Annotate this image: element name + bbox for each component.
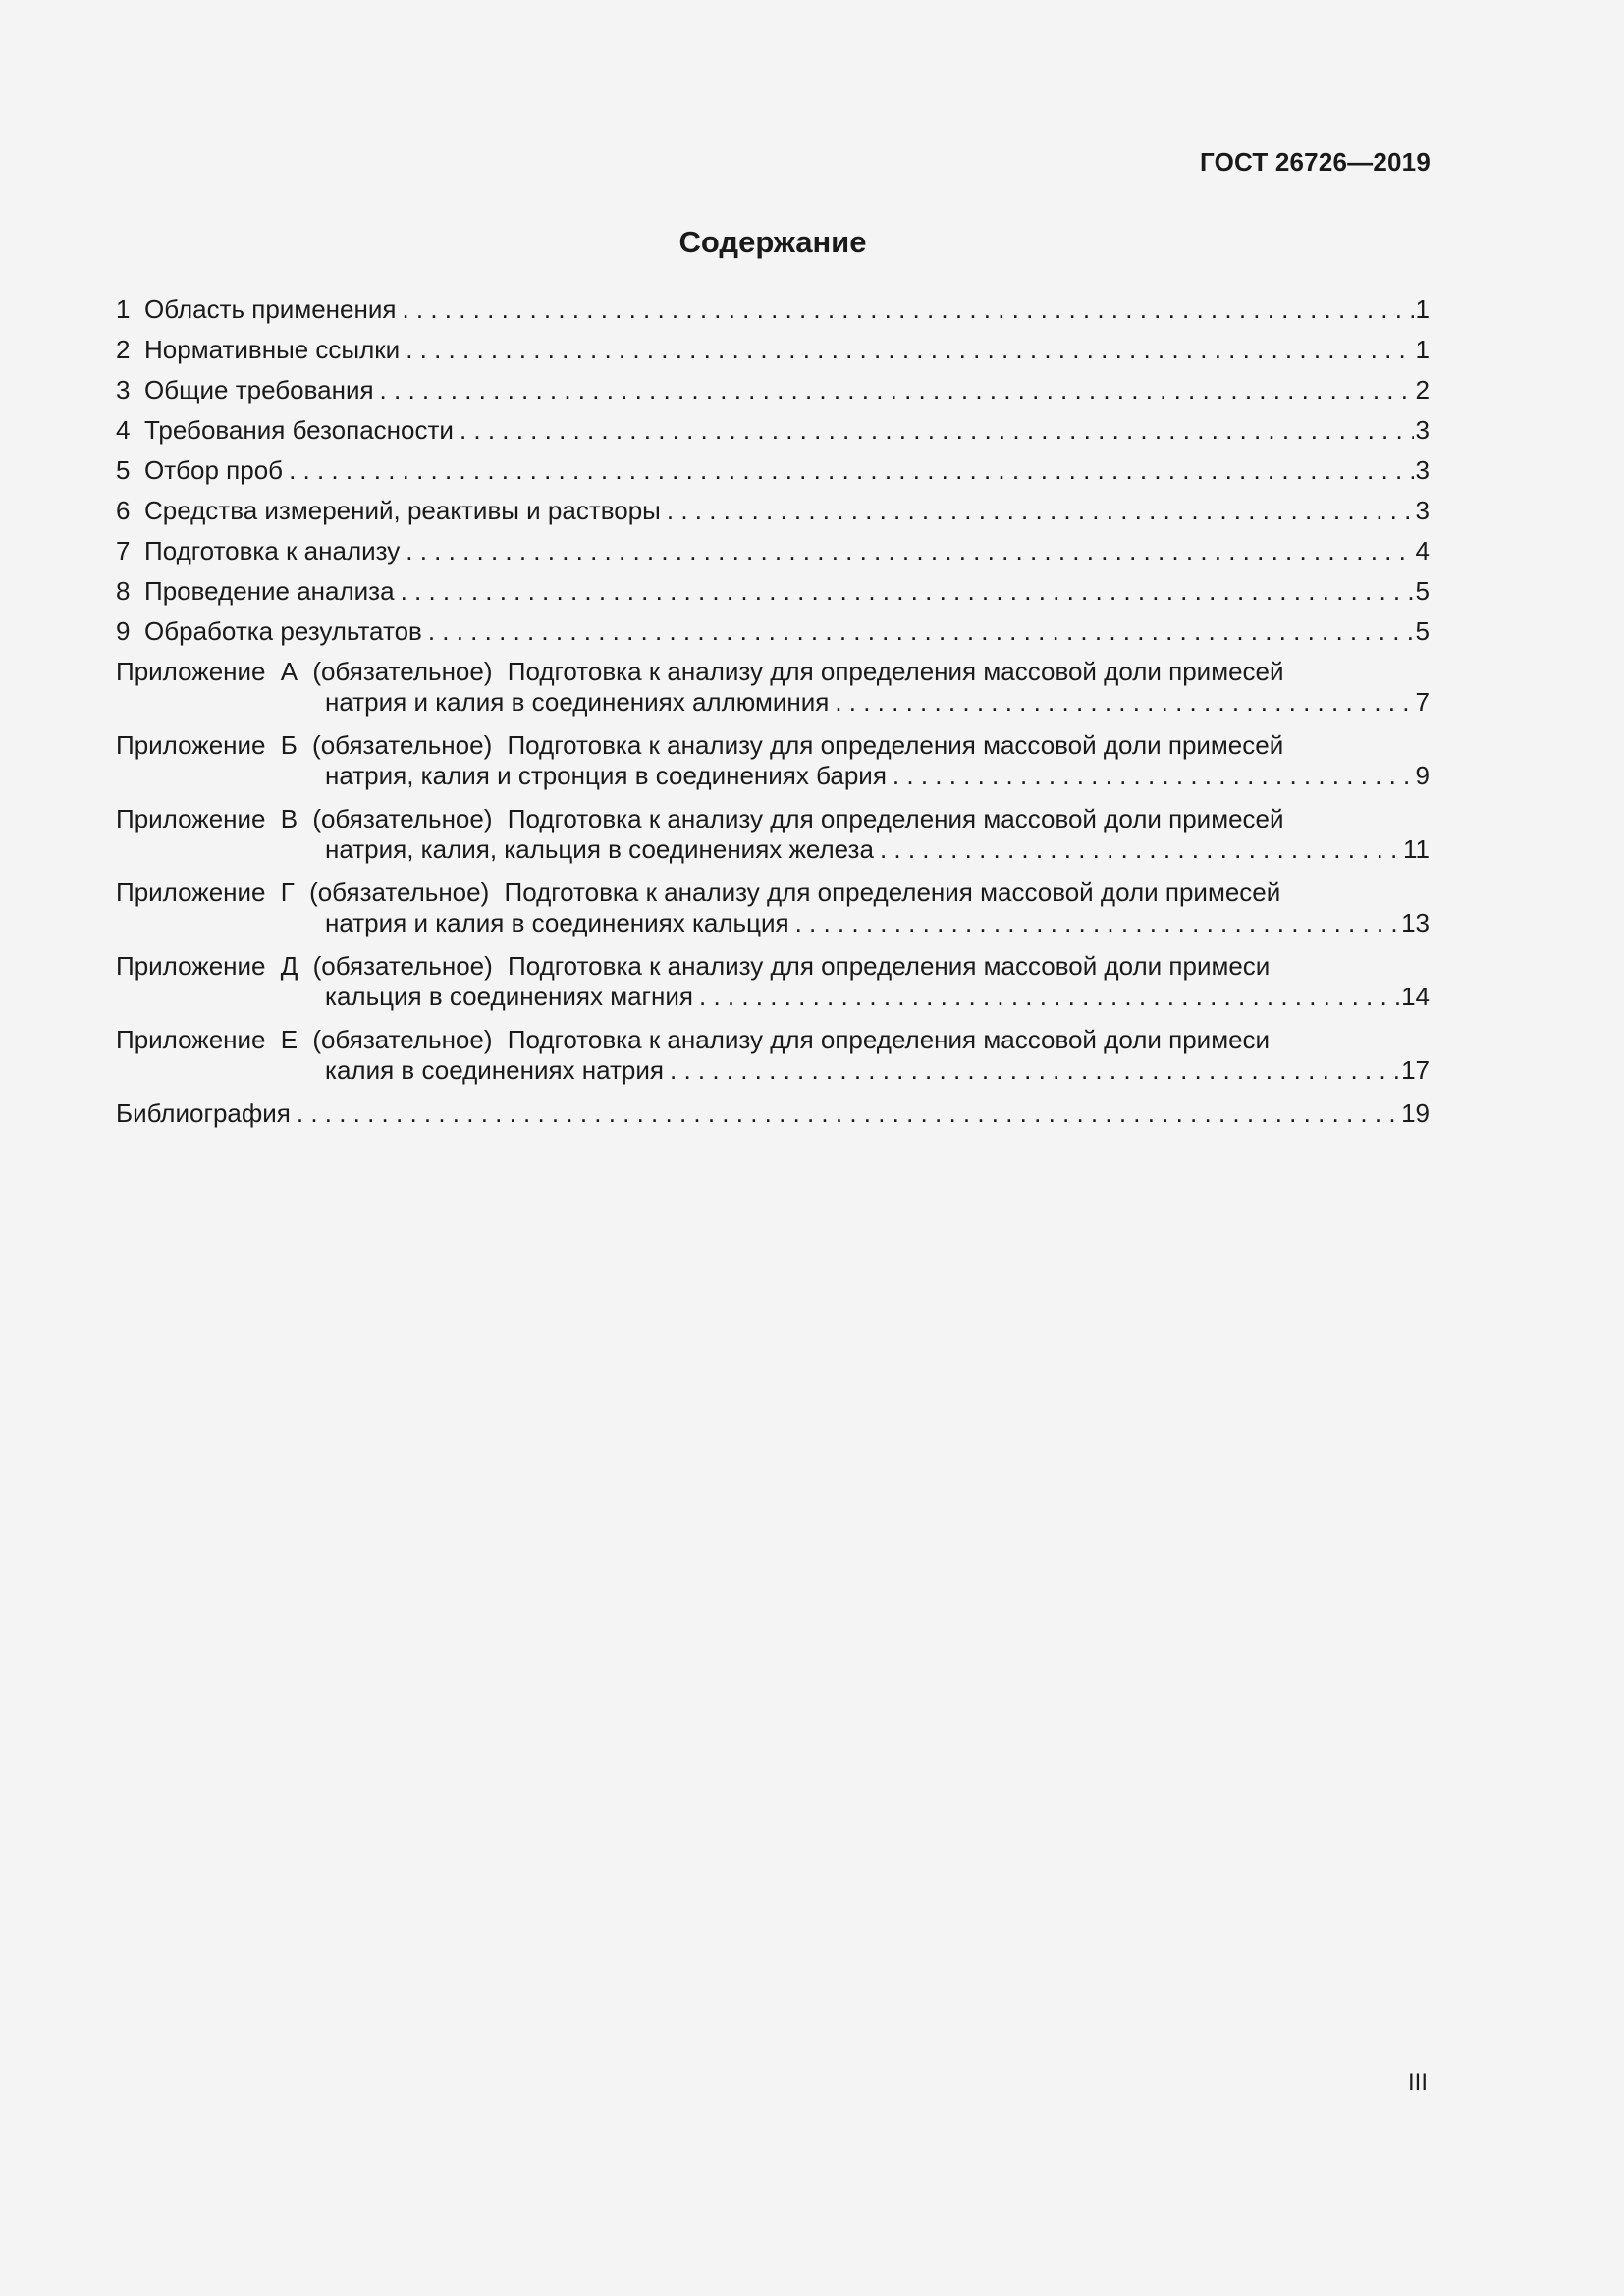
toc-entry-page: 1 xyxy=(1415,335,1430,364)
toc-entry-number: 2 xyxy=(116,335,131,364)
toc-entry-title: Нормативные ссылки xyxy=(144,335,401,364)
annex-status: (обязательное) xyxy=(312,804,493,833)
toc-entry-number: 4 xyxy=(116,415,131,445)
toc-entry-title: Проведение анализа xyxy=(144,576,395,606)
toc-entry-page: 17 xyxy=(1401,1055,1430,1085)
toc-entry-page: 11 xyxy=(1403,834,1430,864)
toc-annex-g[interactable] xyxy=(116,878,1430,951)
toc-entry-page: 1 xyxy=(1415,294,1430,324)
toc-entry-page: 9 xyxy=(1415,761,1430,790)
toc-entry-1[interactable] xyxy=(116,294,1430,335)
toc-entry-page: 3 xyxy=(1415,455,1430,485)
toc-entry-page: 13 xyxy=(1401,908,1430,937)
annex-title-line2: натрия, калия и стронция в соединениях бария xyxy=(325,761,887,790)
toc-entry-page: 5 xyxy=(1415,576,1430,606)
toc-entry-page: 3 xyxy=(1415,496,1430,525)
toc-entry-page: 4 xyxy=(1415,536,1430,565)
annex-status: (обязательное) xyxy=(312,657,493,686)
toc-entry-number: 5 xyxy=(116,455,131,485)
annex-label: Приложение xyxy=(116,657,266,686)
annex-title-line1: Подготовка к анализу для определения массовой доли примеси xyxy=(508,951,1271,981)
toc-annex-a[interactable] xyxy=(116,657,1430,730)
annex-letter: Д xyxy=(280,951,298,981)
dot-leader xyxy=(406,335,1413,365)
annex-title-line1: Подготовка к анализу для определения массовой доли примесей xyxy=(507,804,1284,833)
toc-entry-7[interactable] xyxy=(116,536,1430,576)
toc-entry-title: Средства измерений, реактивы и растворы xyxy=(144,496,661,525)
annex-status: (обязательное) xyxy=(312,730,493,760)
dot-leader xyxy=(297,1098,1399,1129)
dot-leader xyxy=(428,616,1414,647)
toc-entry-title: Обработка результатов xyxy=(144,616,422,646)
toc-entry-page: 3 xyxy=(1415,415,1430,445)
annex-letter: А xyxy=(280,657,298,686)
dot-leader xyxy=(893,761,1414,791)
toc-entry-number: 7 xyxy=(116,536,131,565)
annex-label: Приложение xyxy=(116,951,266,981)
toc-entry-2[interactable] xyxy=(116,335,1430,375)
dot-leader xyxy=(795,908,1399,938)
toc-entry-title: Общие требования xyxy=(144,375,374,404)
dot-leader xyxy=(401,576,1414,607)
toc-entry-page: 19 xyxy=(1401,1098,1430,1128)
annex-label: Приложение xyxy=(116,878,266,907)
table-of-contents xyxy=(116,294,1430,1139)
toc-entry-title: Требования безопасности xyxy=(144,415,454,445)
toc-entry-title: Область применения xyxy=(144,294,397,324)
toc-entry-page: 14 xyxy=(1401,982,1430,1011)
toc-entry-9[interactable] xyxy=(116,616,1430,657)
annex-label: Приложение xyxy=(116,804,266,833)
toc-entry-3[interactable] xyxy=(116,375,1430,415)
toc-entry-8[interactable] xyxy=(116,576,1430,616)
toc-entry-number: 6 xyxy=(116,496,131,525)
annex-label: Приложение xyxy=(116,730,266,760)
annex-title-line1: Подготовка к анализу для определения массовой доли примесей xyxy=(504,878,1281,907)
toc-entry-number: 8 xyxy=(116,576,131,606)
annex-status: (обязательное) xyxy=(309,878,490,907)
annex-letter: Г xyxy=(280,878,295,907)
dot-leader xyxy=(670,1055,1399,1086)
annex-title-line2: натрия, калия, кальция в соединениях железа xyxy=(325,834,874,864)
annex-letter: Б xyxy=(280,730,298,760)
annex-title-line1: Подготовка к анализу для определения массовой доли примесей xyxy=(507,730,1284,760)
page-number: III xyxy=(1407,2069,1428,2096)
toc-entry-number: 9 xyxy=(116,616,131,646)
dot-leader xyxy=(402,294,1413,325)
toc-annex-v[interactable] xyxy=(116,804,1430,878)
dot-leader xyxy=(667,496,1414,526)
document-code: ГОСТ 26726—2019 xyxy=(1200,147,1431,177)
toc-entry-number: 1 xyxy=(116,294,131,324)
toc-entry-4[interactable] xyxy=(116,415,1430,455)
toc-title: Содержание xyxy=(678,225,867,259)
annex-title-line2: натрия и калия в соединениях аллюминия xyxy=(325,687,830,717)
dot-leader xyxy=(880,834,1401,865)
annex-status: (обязательное) xyxy=(312,1025,493,1054)
annex-label: Приложение xyxy=(116,1025,266,1054)
toc-annex-b[interactable] xyxy=(116,730,1430,804)
dot-leader xyxy=(460,415,1414,446)
annex-letter: В xyxy=(280,804,298,833)
annex-title-line2: кальция в соединениях магния xyxy=(325,982,693,1011)
dot-leader xyxy=(289,455,1413,486)
toc-entry-title: Библиография xyxy=(116,1098,291,1128)
toc-entry-5[interactable] xyxy=(116,455,1430,496)
dot-leader xyxy=(380,375,1414,405)
toc-entry-page: 2 xyxy=(1415,375,1430,404)
annex-letter: Е xyxy=(280,1025,298,1054)
annex-status: (обязательное) xyxy=(312,951,493,981)
toc-entry-page: 5 xyxy=(1415,616,1430,646)
annex-title-line2: натрия и калия в соединениях кальция xyxy=(325,908,789,937)
toc-annex-d[interactable] xyxy=(116,951,1430,1025)
dot-leader xyxy=(699,982,1399,1012)
annex-title-line2: калия в соединениях натрия xyxy=(325,1055,664,1085)
annex-title-line1: Подготовка к анализу для определения массовой доли примесей xyxy=(507,657,1284,686)
dot-leader xyxy=(406,536,1413,566)
toc-entry-title: Подготовка к анализу xyxy=(144,536,401,565)
dot-leader xyxy=(835,687,1413,718)
toc-entry-page: 7 xyxy=(1415,687,1430,717)
toc-annex-e[interactable] xyxy=(116,1025,1430,1098)
toc-bibliography[interactable] xyxy=(116,1098,1430,1139)
toc-entry-6[interactable] xyxy=(116,496,1430,536)
toc-entry-number: 3 xyxy=(116,375,131,404)
annex-title-line1: Подготовка к анализу для определения массовой доли примеси xyxy=(507,1025,1271,1054)
toc-entry-title: Отбор проб xyxy=(144,455,284,485)
